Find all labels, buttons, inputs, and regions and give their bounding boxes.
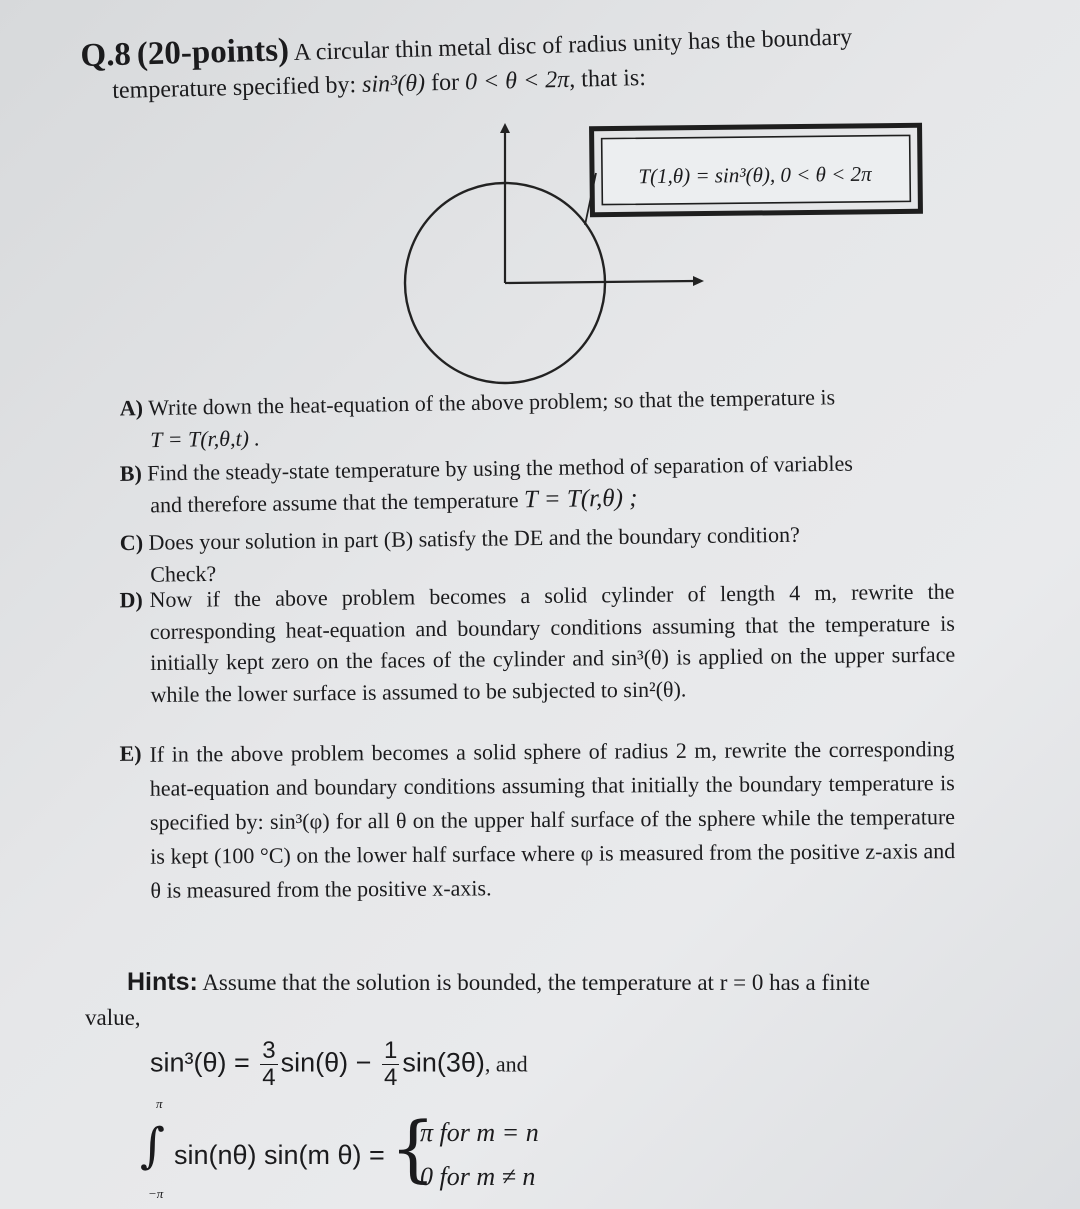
hints-heading: Hints: [127,968,198,996]
case-equal: π for m = n [420,1118,539,1147]
part-e: E) If in the above problem becomes a solid sphere of radius 2 m, rewrite the corresponding heat-equation and boundary conditions assuming that initially the boundary temperature is specified by: sin³(φ) for all θ on the upper half surface of the sphere while the temperature is kept (100 °C) on the lower half surface where φ is measured from the positive z-axis and θ is measured from the positive x-axis. [119,736,956,903]
part-b-math: T = T(r,θ) ; [523,484,638,513]
case-not-equal: 0 for m ≠ n [420,1162,536,1191]
integral-sign: ∫ [140,1118,166,1174]
hints-text: Assume that the solution is bounded, the temperature at r = 0 has a finite value, [85,970,870,1030]
part-b: B) Find the steady-state temperature by using the method of separation of variables and therefore assume that the temperature T = T(r,θ) ; [119,450,854,517]
question-points: (20-points) [136,32,290,73]
orthogonality-equation: sin(nθ) sin(m θ) = [174,1140,385,1170]
part-a-math: T = T(r,θ,t) . [150,424,261,452]
question-intro-line-2: temperature specified by: sin³(θ) for 0 < θ < 2π, that is: [112,64,647,104]
integral-upper-limit: π [156,1096,163,1111]
boundary-function: sin³(θ) [361,70,426,98]
cases-brace: { [390,1106,436,1190]
x-axis-arrowhead [693,276,704,286]
integral-lower-limit: −π [148,1186,164,1201]
x-axis [505,281,695,283]
hints-section [85,965,925,1035]
part-a: A) Write down the heat-equation of the above problem; so that the temperature is T = T(r,θ,t) . [120,379,956,455]
part-c: C) Does your solution in part (B) satisfy the DE and the boundary condition? Check? [119,521,800,587]
identity-equation: sin³(θ) = $\frac{3}{4}$ sin(θ) − $\frac{1}{4}$ sin(3θ), and [150,1037,528,1091]
part-d: D) Now if the above problem becomes a solid cylinder of length 4 m, rewrite the corresponding heat-equation and boundary conditions assuming that the temperature is initially kept zero on the faces of the cylinder and sin³(θ) is applied on the upper surface while the lower surface is assumed to be subjected to sin²(θ). [119,578,956,707]
y-axis-arrowhead [500,123,510,133]
theta-range: 0 < θ < 2π [464,66,570,96]
question-number: Q.8 [80,36,132,74]
question-intro-1: A circular thin metal disc of radius unity has the boundary [293,24,853,67]
boundary-condition-label: T(1,θ) = sin³(θ), 0 < θ < 2π [638,161,872,189]
